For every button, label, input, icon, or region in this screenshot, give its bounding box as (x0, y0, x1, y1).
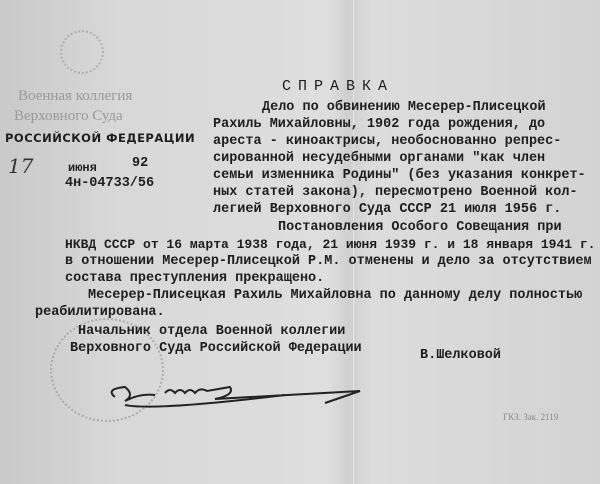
p1-line: семьи изменника Родины" (без указания конкрет- (213, 168, 586, 183)
handwritten-signature-icon (95, 375, 375, 415)
p2-line: НКВД СССР от 16 марта 1938 года, 21 июня 1939 г. и 18 января 1941 г. (65, 237, 596, 252)
emblem-icon (60, 30, 104, 74)
p1-line: Рахиль Михайловны, 1902 года рождения, до (213, 117, 546, 132)
date-year: 92 (132, 156, 149, 171)
p1-line: сированной несудебными органами "как член (213, 151, 546, 166)
document-title: СПРАВКА (282, 78, 395, 95)
p3-line: Месерер-Плисецкая Рахиль Михайловна по данному делу полностью (88, 288, 583, 303)
signatory-name: В.Шелковой (420, 348, 502, 363)
print-code: ГКЗ. Зак. 2119 (503, 412, 559, 422)
case-number: 4н-04733/56 (65, 176, 155, 191)
org-line-3: РОССИЙСКОЙ ФЕДЕРАЦИИ (5, 131, 196, 145)
date-day: 17 (8, 154, 34, 178)
p2-line: в отношении Месерер-Плисецкой Р.М. отменены и дело за отсутствием (65, 254, 592, 269)
p1-line: легией Верховного Суда СССР 21 июля 1956 г. (213, 202, 562, 217)
signatory-position-2: Верховного Суда Российской Федерации (70, 341, 362, 356)
org-line-1: Военная коллегия (18, 88, 133, 104)
p1-line: ных статей закона), пересмотрено Военной кол- (213, 185, 578, 200)
signatory-position-1: Начальник отдела Военной коллегии (78, 324, 346, 339)
p2-line: состава преступления прекращено. (65, 271, 325, 286)
date-month: июня (68, 161, 97, 175)
p3-line: реабилитирована. (35, 305, 165, 320)
p1-line: ареста - киноактрисы, необоснованно репрес- (213, 134, 562, 149)
p1-line: Дело по обвинению Месерер-Плисецкой (262, 100, 546, 115)
p2-line: Постановления Особого Совещания при (278, 220, 562, 235)
org-line-2: Верховного Суда (14, 108, 123, 124)
